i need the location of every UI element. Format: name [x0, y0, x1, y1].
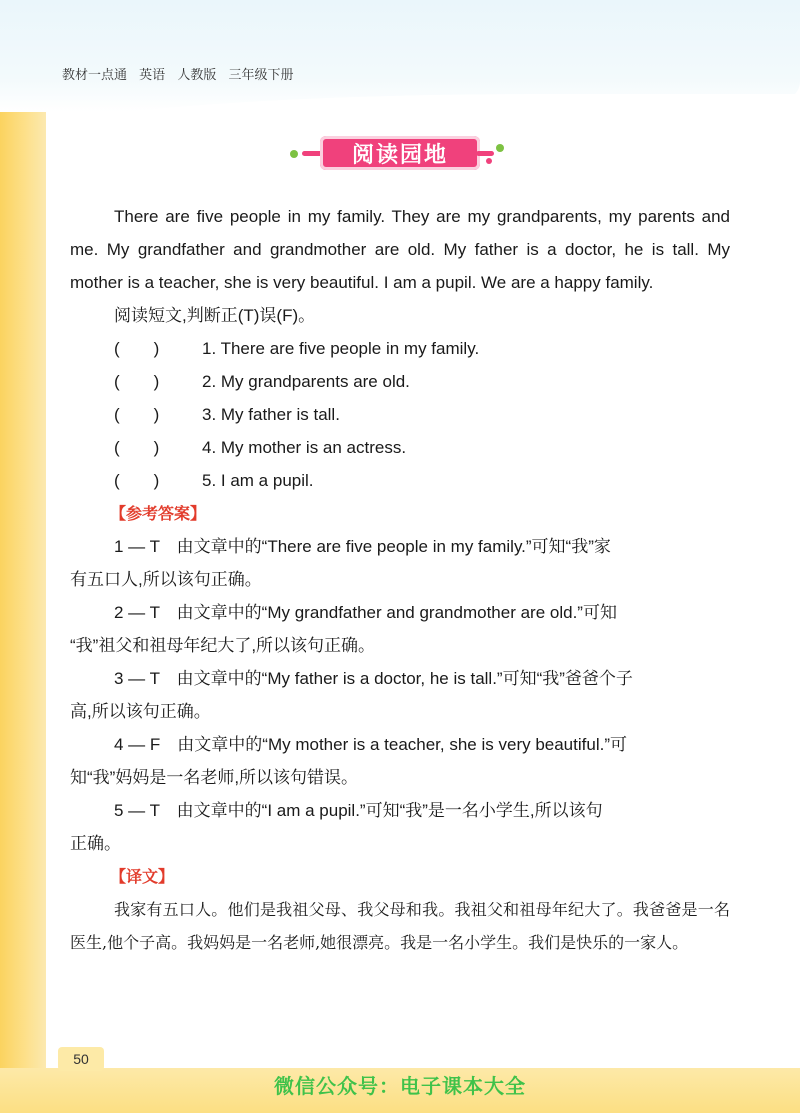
answer-line: 4 — F 由文章中的“My mother is a teacher, she is very beautiful.”可: [114, 735, 627, 754]
header-grade: 三年级下册: [228, 68, 294, 83]
reading-passage: There are five people in my family. They are my grandparents, my parents and me. My grandfather and grandmother are old. My father is a doctor, he is tall. My mother is a teacher, she is very beautiful. I am a pupil. We are a happy family.: [70, 207, 730, 292]
answer-blank-3: ( ): [114, 405, 160, 424]
answer-line: 1 — T 由文章中的“There are five people in my family.”可知“我”家: [114, 537, 611, 556]
question-4: [70, 431, 730, 464]
answer-label: 【参考答案】: [110, 504, 207, 523]
decor-dot-left-green: [290, 150, 298, 158]
question-text: 2. My grandparents are old.: [202, 372, 410, 391]
answer-line: 2 — T 由文章中的“My grandfather and grandmother are old.”可知: [114, 603, 617, 622]
section-title: 阅读园地: [351, 142, 448, 168]
question-1: [70, 332, 730, 365]
answer-line: 3 — T 由文章中的“My father is a doctor, he is tall.”可知“我”爸爸个子: [114, 669, 633, 688]
header-subject: 英语: [139, 68, 166, 83]
answer-line-cont: “我”祖父和祖母年纪大了,所以该句正确。: [70, 636, 376, 655]
answer-line-cont: 高,所以该句正确。: [70, 702, 211, 721]
answer-blank-1: ( ): [114, 339, 160, 358]
decor-dot-right-pink: [486, 158, 492, 164]
answer-blank-5: ( ): [114, 471, 160, 490]
question-text: 4. My mother is an actress.: [202, 438, 407, 457]
decor-dash-right: [476, 151, 494, 156]
answer-line-cont: 正确。: [70, 834, 121, 853]
decor-dot-right-green: [496, 144, 504, 152]
answer-1: [70, 530, 730, 596]
translation-label: 【译文】: [110, 867, 175, 886]
answer-line-cont: 知“我”妈妈是一名老师,所以该句错误。: [70, 768, 359, 787]
header-edition: 人教版: [177, 68, 217, 83]
reading-content: [70, 200, 730, 959]
question-2: [70, 365, 730, 398]
instruction: 阅读短文,判断正(T)误(F)。: [114, 306, 316, 325]
watermark: 微信公众号：电子课本大全: [274, 1074, 526, 1098]
page-header: [62, 64, 301, 83]
answer-2: [70, 596, 730, 662]
answer-5: [70, 794, 730, 860]
answer-3: [70, 662, 730, 728]
answer-blank-4: ( ): [114, 438, 160, 457]
section-title-banner: [290, 134, 510, 174]
question-text: 1. There are five people in my family.: [202, 339, 480, 358]
header-book: 教材一点通: [62, 68, 128, 83]
left-page-strip: [0, 0, 46, 1113]
answer-blank-2: ( ): [114, 372, 160, 391]
question-5: [70, 464, 730, 497]
answer-4: [70, 728, 730, 794]
answer-line: 5 — T 由文章中的“I am a pupil.”可知“我”是一名小学生,所以该句: [114, 801, 603, 820]
question-3: [70, 398, 730, 431]
question-text: 3. My father is tall.: [202, 405, 340, 424]
title-pill: [320, 136, 480, 170]
answer-line-cont: 有五口人,所以该句正确。: [70, 570, 262, 589]
page-number: 50: [58, 1047, 104, 1071]
translation-text: 我家有五口人。他们是我祖父母、我父母和我。我祖父和祖母年纪大了。我爸爸是一名医生,他个子高。我妈妈是一名老师,她很漂亮。我是一名小学生。我们是快乐的一家人。: [70, 900, 730, 952]
question-text: 5. I am a pupil.: [202, 471, 314, 490]
